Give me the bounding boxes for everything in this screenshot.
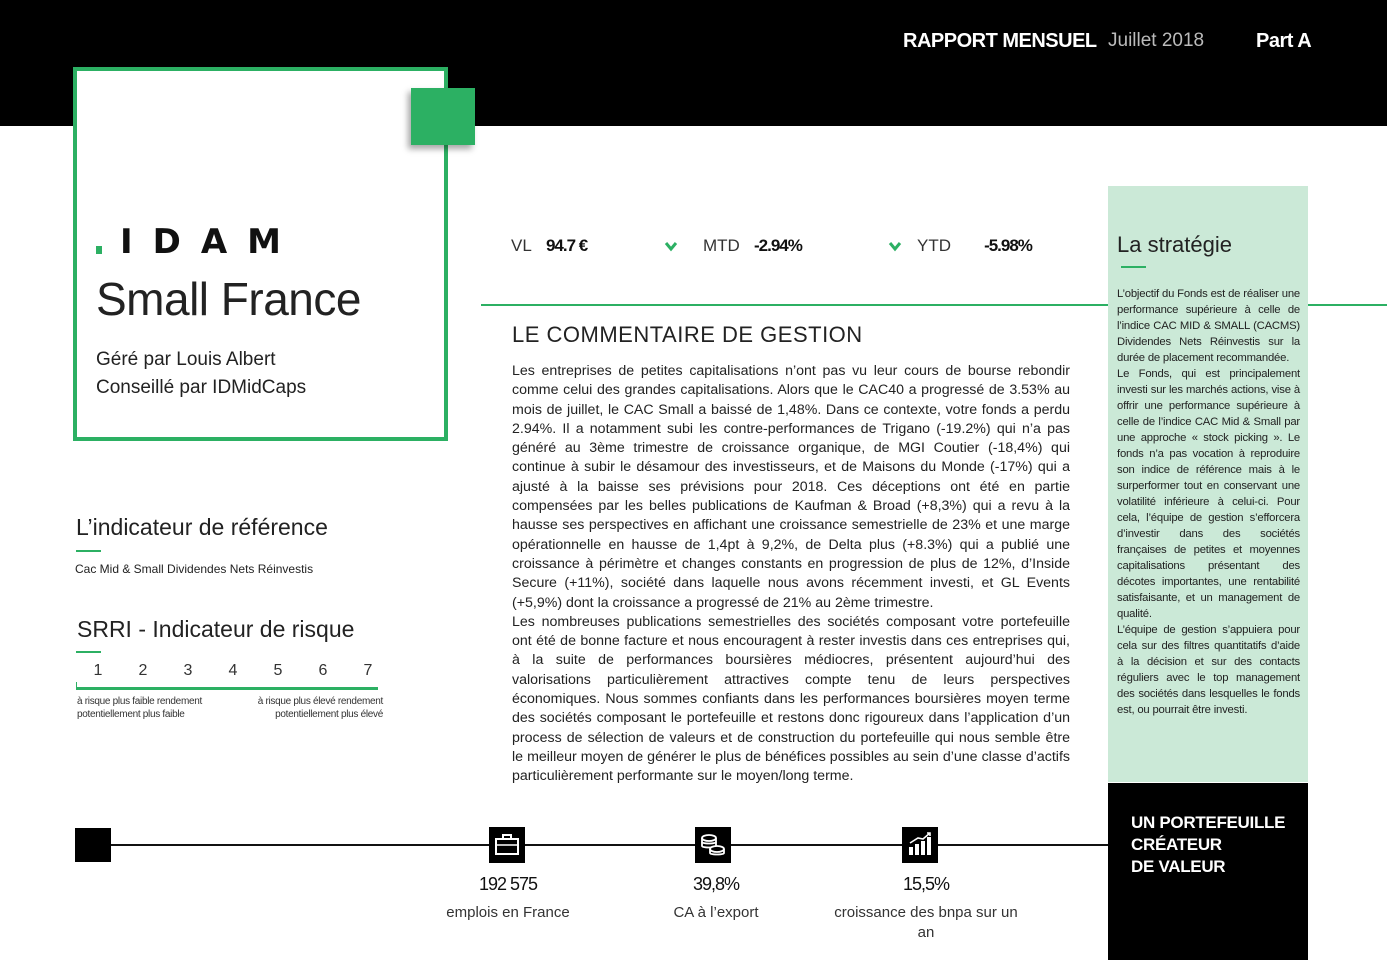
srri-bar: [76, 687, 378, 690]
srri-level: 7: [363, 662, 373, 679]
kpi-value: 192 575: [478, 874, 538, 894]
report-part: Part A: [1256, 30, 1312, 52]
metric-vl: [511, 236, 587, 256]
divider: [76, 651, 101, 653]
kpi-label: croissance des bnpa sur un an: [834, 904, 1018, 941]
commentary-paragraph: Les entreprises de petites capitalisations n’ont pas vu leur cours de bourse rebondir comme celui des grandes capitalisations. Alors que le CAC40 a progressé de 3.53% au mois de juillet, le CAC Small a baissé de 1,48%. Dans ce contexte, votre fonds a perdu 2.94%. Il a notamment subi les contre-performances de Trigano (-19.2%) qui n’a pas généré au 3ème trimestre de croissance organique, de MGI Coutier (-18,4%) qui continue à subir le désamour des investisseurs, et de Maisons du Monde (-17%) qui a ajusté à la baisse ses prévisions pour 2018. Ces déceptions ont été en partie compensées par les belles publications de Kaufman & Broad (+8,3%) qui a revu à la hausse ses perspectives en affichant une croissance semestrielle de 23% et une marge opérationnelle en hausse de 1,4pt à 9,2%, de Delta plus (+8.3%) qui a publié une croissance à périmètre et changes constants en progression de plus de 12%, d’Inside Secure (+11%), société dans laquelle nous avons récemment investi, et GL Events (+5,9%) dont la croissance a progressé de 21% au 2ème trimestre.: [512, 363, 1070, 611]
metric-vl-label: VL: [511, 236, 532, 255]
reference-text: Cac Mid & Small Dividendes Nets Réinvestis: [75, 562, 314, 576]
commentary-body: [512, 362, 1070, 787]
fund-name: Small France: [96, 273, 361, 325]
srri-title: SRRI - Indicateur de risque: [77, 616, 355, 642]
decorative-square: [411, 88, 475, 145]
strategy-paragraph: L’objectif du Fonds est de réaliser une performance supérieure à celle de l’indice CAC MID & SMALL (CACMS) Dividendes Nets Réinvestis sur la durée de placement recommandée.: [1117, 288, 1300, 364]
srri-low-label-line: à risque plus faible rendement: [77, 696, 202, 707]
metric-ytd-value: -5.98%: [984, 236, 1032, 255]
growth-chart-icon: [902, 827, 938, 863]
srri-low-label-line: potentiellement plus faible: [77, 709, 185, 720]
timeline-line: [90, 844, 1108, 846]
commentary-title: LE COMMENTAIRE DE GESTION: [512, 322, 863, 347]
tagline-line: CRÉATEUR: [1131, 835, 1222, 854]
commentary-paragraph: Les nombreuses publications semestrielles des sociétés composant votre portefeuille ont été de bonne facture et nous encouragent à rester investis dans ces entreprises qui, à la suite de performances boursières médiocres, présentent aujourd’hui des valorisations particulièrement attractives compte tenu de leurs perspectives économiques. Nous sommes confiants dans les performances boursières moyen terme des sociétés composant le portefeuille et restons donc rigoureux dans l’application d’un process de sélection de valeurs et de construction du portefeuille qui nous semble être le meilleur moyen de générer le plus de bénéfices possibles au sein d’une classe d’actifs particulièrement performante sur le moyen/long terme.: [512, 613, 1070, 785]
logo-dot: [96, 246, 102, 254]
kpi-label: emplois en France: [446, 904, 570, 921]
chevron-down-icon: [888, 240, 902, 252]
srri-scale: [76, 662, 376, 682]
fund-manager: Géré par Louis Albert: [96, 349, 276, 370]
kpi-value: 15,5%: [902, 874, 950, 894]
srri-high-label-line: à risque plus élevé rendement: [257, 696, 383, 707]
tagline-line: UN PORTEFEUILLE: [1131, 813, 1286, 832]
tagline-line: DE VALEUR: [1131, 857, 1226, 876]
divider: [1121, 266, 1146, 268]
timeline-marker: [75, 828, 111, 862]
chevron-down-icon: [664, 240, 678, 252]
report-month: Juillet 2018: [1108, 30, 1205, 51]
coins-icon: [695, 827, 731, 863]
srri-level: 3: [183, 662, 193, 679]
strategy-paragraph: Le Fonds, qui est principalement investi sur les marchés actions, vise à offrir une performance supérieure à celle de l’indice CAC Mid & Small par une approche « stock picking ». Le fonds n’a pas vocation à reproduire son indice de référence mais à le surperformer tout en conservant une volatilité inférieure à celui-ci. Pour cela, l’équipe de gestion s’efforcera d’investir dans des sociétés françaises de petites et moyennes capitalisations présentant des décotes importantes, une rentabilité satisfaisante, et un management de qualité.: [1117, 368, 1300, 620]
reference-title: L’indicateur de référence: [76, 514, 328, 540]
srri-high-label-line: potentiellement plus élevé: [275, 709, 383, 720]
kpi-value: 39,8%: [692, 874, 740, 894]
strategy-title: La stratégie: [1117, 232, 1232, 257]
strategy-body: [1117, 286, 1300, 718]
srri-level: 5: [273, 662, 283, 679]
srri-level: 6: [318, 662, 328, 679]
srri-low-label: [77, 695, 227, 721]
idam-logo: IDAM: [120, 222, 302, 262]
fund-advisor: Conseillé par IDMidCaps: [96, 377, 307, 398]
report-title: RAPPORT MENSUEL: [903, 30, 1097, 52]
srri-high-label: [237, 695, 383, 721]
srri-level: 1: [93, 662, 103, 679]
srri-level: 4: [228, 662, 238, 679]
metric-mtd-label: MTD: [703, 236, 740, 255]
metric-ytd-label: YTD: [917, 236, 951, 255]
divider: [76, 550, 101, 552]
metric-mtd-value: -2.94%: [754, 236, 802, 255]
metric-ytd: [917, 236, 1032, 256]
metric-mtd: [703, 236, 802, 256]
kpi-label: CA à l’export: [673, 904, 759, 921]
briefcase-icon: [489, 827, 525, 863]
metric-vl-value: 94.7 €: [545, 236, 588, 255]
srri-level: 2: [138, 662, 148, 679]
tagline: [1131, 812, 1301, 878]
strategy-paragraph: L’équipe de gestion s’appuiera pour cela sur des filtres quantitatifs d’aide à la décision et sur des contacts réguliers avec le top management des sociétés dans lesquelles le fonds est, ou pourrait être investi.: [1117, 624, 1300, 716]
